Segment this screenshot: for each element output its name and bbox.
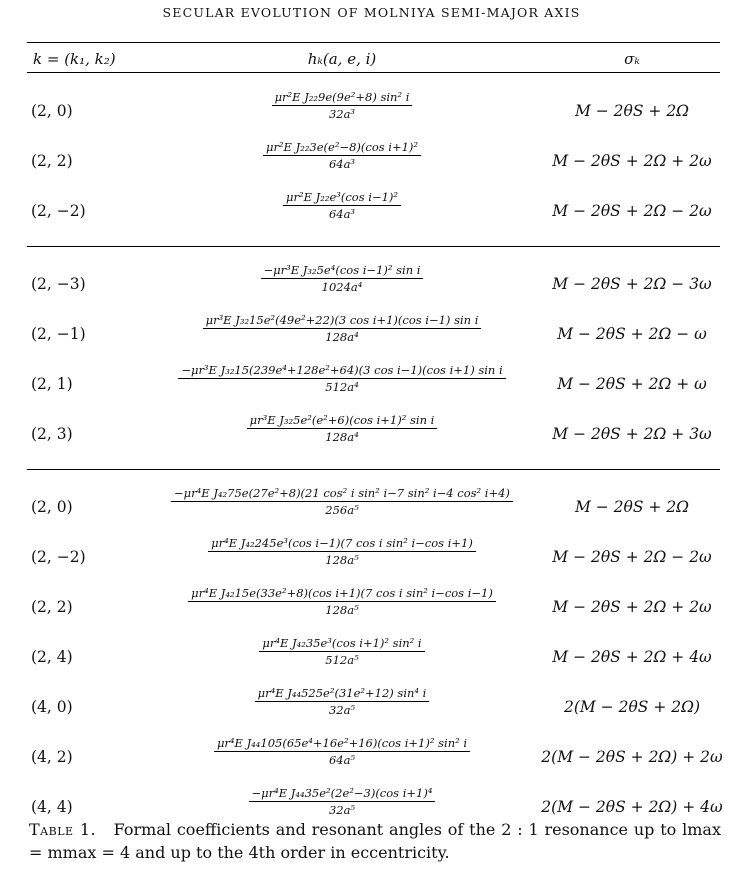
cell-h <box>127 686 557 717</box>
fraction-denominator: 64a⁵ <box>328 753 356 767</box>
coefficient-fraction <box>247 413 438 444</box>
table-row <box>27 359 720 409</box>
fraction-denominator: 128a⁵ <box>325 603 359 617</box>
cell-k: (2, 2) <box>31 598 73 616</box>
fraction-numerator: μr⁴E J₄₂245e³(cos i−1)(7 cos i sin² i−cos i+1) <box>208 536 476 552</box>
cell-sigma: M − 2θS + 2Ω <box>574 102 690 120</box>
fraction-denominator: 64a³ <box>328 207 356 221</box>
cell-h <box>127 140 557 171</box>
group-divider <box>27 469 720 470</box>
cell-k: (2, 4) <box>31 648 73 666</box>
cell-k: (4, 4) <box>31 798 73 816</box>
fraction-denominator: 32a⁵ <box>328 803 356 817</box>
cell-k: (2, −1) <box>31 325 86 343</box>
cell-sigma: M − 2θS + 2Ω + 2ω <box>552 598 712 616</box>
fraction-numerator: μr⁴E J₄₄525e²(31e²+12) sin⁴ i <box>255 686 430 702</box>
fraction-numerator: −μr⁴E J₄₂75e(27e²+8)(21 cos² i sin² i−7 sin² i−4 cos² i+4) <box>171 486 513 502</box>
cell-k: (2, 1) <box>31 375 73 393</box>
table-caption <box>29 818 721 864</box>
table-row <box>27 732 723 782</box>
cell-k: (4, 2) <box>31 748 73 766</box>
cell-k: (2, 0) <box>31 102 73 120</box>
table-row <box>27 186 720 236</box>
header-h: hₖ(a, e, i) <box>307 50 377 68</box>
table-row <box>27 409 720 459</box>
cell-sigma: 2(M − 2θS + 2Ω) + 2ω <box>541 748 723 766</box>
header-k: k = (k₁, k₂) <box>33 50 116 68</box>
caption-text: Formal coefficients and resonant angles of the 2 : 1 resonance up to lmax = mmax = 4 and up to the 4th order in eccentricity. <box>29 820 721 862</box>
fraction-numerator: −μr⁴E J₄₄35e²(2e²−3)(cos i+1)⁴ <box>249 786 436 802</box>
cell-k: (2, 3) <box>31 425 73 443</box>
coefficient-fraction <box>171 486 513 517</box>
coefficient-fraction <box>272 90 413 121</box>
fraction-numerator: −μr³E J₃₂15(239e⁴+128e²+64)(3 cos i−1)(cos i+1) sin i <box>178 363 505 379</box>
cell-h <box>127 536 557 567</box>
cell-h <box>127 586 557 617</box>
cell-sigma: M − 2θS + 2Ω − 3ω <box>552 275 712 293</box>
table-row <box>27 632 720 682</box>
cell-k: (4, 0) <box>31 698 73 716</box>
caption-label: Table 1. <box>29 820 97 839</box>
fraction-denominator: 512a⁵ <box>325 653 359 667</box>
fraction-numerator: μr⁴E J₄₂35e³(cos i+1)² sin² i <box>259 636 424 652</box>
fraction-denominator: 128a⁵ <box>325 553 359 567</box>
cell-h <box>127 190 557 221</box>
fraction-denominator: 32a⁵ <box>328 703 356 717</box>
coefficient-fraction <box>203 313 482 344</box>
cell-h <box>127 636 557 667</box>
fraction-numerator: μr³E J₃₂15e²(49e²+22)(3 cos i+1)(cos i−1) sin i <box>203 313 482 329</box>
coefficient-fraction <box>188 586 496 617</box>
fraction-numerator: μr³E J₃₂5e²(e²+6)(cos i+1)² sin i <box>247 413 438 429</box>
fraction-denominator: 64a³ <box>328 157 356 171</box>
cell-sigma: M − 2θS + 2Ω + 3ω <box>552 425 712 443</box>
fraction-numerator: −μr³E J₃₂5e⁴(cos i−1)² sin i <box>261 263 424 279</box>
coefficient-fraction <box>255 686 430 717</box>
fraction-denominator: 512a⁴ <box>325 380 359 394</box>
cell-h <box>127 363 557 394</box>
table-row <box>27 682 720 732</box>
fraction-numerator: μr²E J₂₂3e(e²−8)(cos i+1)² <box>263 140 421 156</box>
cell-h <box>127 413 557 444</box>
cell-sigma: M − 2θS + 2Ω − 2ω <box>552 202 712 220</box>
table-row <box>27 259 720 309</box>
header-rule <box>27 72 720 73</box>
fraction-denominator: 128a⁴ <box>325 330 359 344</box>
cell-k: (2, 2) <box>31 152 73 170</box>
cell-k: (2, −2) <box>31 202 86 220</box>
table-row <box>27 482 720 532</box>
coefficient-fraction <box>214 736 470 767</box>
fraction-denominator: 32a³ <box>328 107 356 121</box>
fraction-numerator: μr²E J₂₂9e(9e²+8) sin² i <box>272 90 413 106</box>
cell-sigma: 2(M − 2θS + 2Ω) + 4ω <box>541 798 723 816</box>
cell-k: (2, −3) <box>31 275 86 293</box>
coefficient-fraction <box>283 190 401 221</box>
table-row <box>27 86 720 136</box>
table-top-rule <box>27 42 720 43</box>
cell-h <box>127 313 557 344</box>
running-head: SECULAR EVOLUTION OF MOLNIYA SEMI-MAJOR AXIS <box>162 5 581 20</box>
group-divider <box>27 246 720 247</box>
cell-h <box>127 90 557 121</box>
cell-sigma: M − 2θS + 2Ω + 4ω <box>552 648 712 666</box>
cell-sigma: M − 2θS + 2Ω + ω <box>557 375 707 393</box>
cell-h <box>127 486 557 517</box>
cell-sigma: 2(M − 2θS + 2Ω) <box>563 698 701 716</box>
cell-k: (2, 0) <box>31 498 73 516</box>
cell-h <box>127 736 557 767</box>
cell-sigma: M − 2θS + 2Ω − ω <box>557 325 707 343</box>
coefficient-fraction <box>263 140 421 171</box>
table-row <box>27 582 720 632</box>
fraction-denominator: 128a⁴ <box>325 430 359 444</box>
coefficient-fraction <box>259 636 424 667</box>
cell-h <box>127 786 557 817</box>
coefficient-fraction <box>249 786 436 817</box>
table-row <box>27 532 720 582</box>
cell-sigma: M − 2θS + 2Ω − 2ω <box>552 548 712 566</box>
cell-h <box>127 263 557 294</box>
coefficient-fraction <box>261 263 424 294</box>
fraction-numerator: μr⁴E J₄₄105(65e⁴+16e²+16)(cos i+1)² sin² i <box>214 736 470 752</box>
cell-k: (2, −2) <box>31 548 86 566</box>
fraction-denominator: 1024a⁴ <box>321 280 363 294</box>
coefficient-fraction <box>208 536 476 567</box>
cell-sigma: M − 2θS + 2Ω + 2ω <box>552 152 712 170</box>
cell-sigma: M − 2θS + 2Ω <box>574 498 690 516</box>
fraction-numerator: μr⁴E J₄₂15e(33e²+8)(cos i+1)(7 cos i sin² i−cos i−1) <box>188 586 496 602</box>
coefficient-fraction <box>178 363 505 394</box>
table-row <box>27 136 720 186</box>
fraction-denominator: 256a⁵ <box>325 503 359 517</box>
fraction-numerator: μr²E J₂₂e³(cos i−1)² <box>283 190 401 206</box>
table-row <box>27 309 720 359</box>
header-sigma: σₖ <box>624 50 640 68</box>
